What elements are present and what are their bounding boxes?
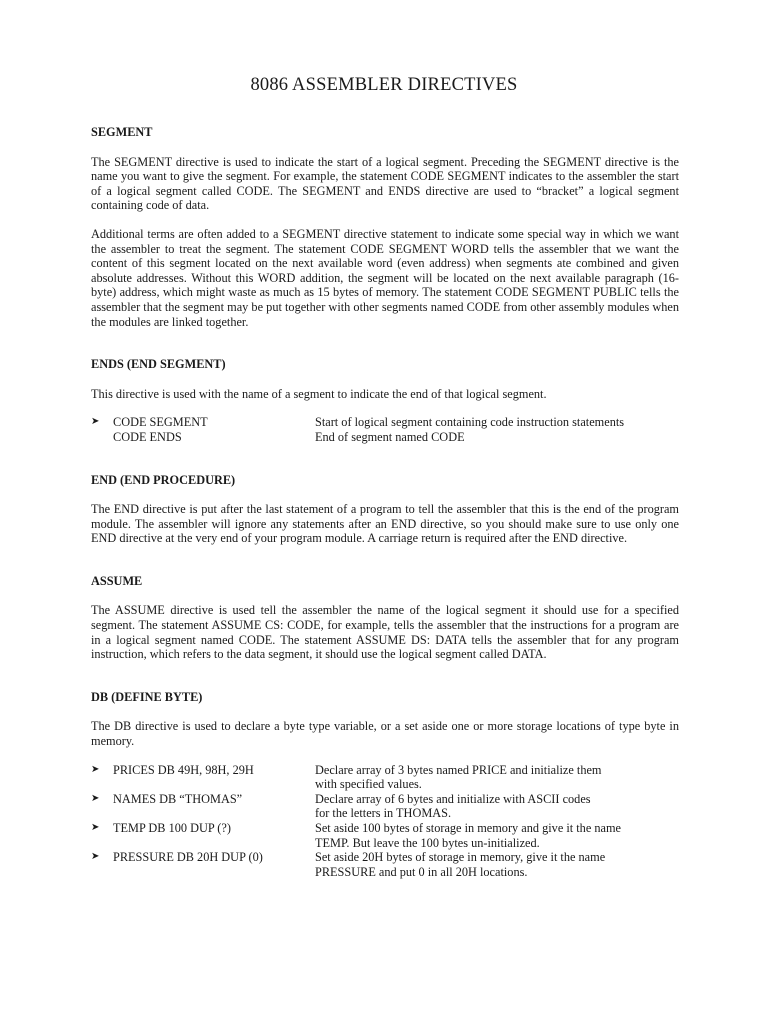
example-description: Start of logical segment containing code instruction statements [315,415,625,430]
heading-end: END (END PROCEDURE) [91,472,236,487]
description-line: for the letters in THOMAS. [315,806,452,821]
page-title: 8086 ASSEMBLER DIRECTIVES [250,75,518,95]
arrowhead-icon: ➤ [91,792,100,804]
example-description [315,850,679,879]
example-code: NAMES DB “THOMAS” [113,791,243,806]
ends-paragraph: This directive is used with the name of a segment to indicate the end of that logical segment. [91,386,547,401]
example-description [315,792,679,821]
example-description [315,763,679,792]
description-line: Declare array of 6 bytes and initialize with ASCII codes [315,791,591,806]
heading-assume: ASSUME [91,573,143,588]
example-code: PRESSURE DB 20H DUP (0) [113,850,263,865]
document-body [91,125,679,893]
segment-paragraph-2: Additional terms are often added to a SEGMENT directive statement to indicate some special way in which we want the assembler to treat the segment. The statement CODE SEGMENT WORD tells the assembler that we want the content of this segment located on the next available word (even address) when segments ate combined and given absolute addresses. Without this WORD addition, the segment will be located on the next available paragraph (16-byte) address, which might waste as much as 15 bytes of memory. The statement CODE SEGMENT PUBLIC tells the assembler that the segment may be put together with other segments named CODE from other assembly modules when the modules are linked together. [91,226,679,329]
db-example-list [91,763,679,880]
example-description [315,821,679,850]
description-line: TEMP. But leave the 100 bytes un-initialized. [315,835,540,850]
description-line: with specified values. [315,777,422,792]
assume-paragraph: The ASSUME directive is used tell the assembler the name of the logical segment it should use for a specified segment. The statement ASSUME CS: CODE, for example, tells the assembler that the instructions for a program are in a logical segment named CODE. The statement ASSUME DS: DATA tells the assembler that for any program instruction, which refers to the data segment, it should use the logical segment called DATA. [91,603,679,662]
list-item [91,821,679,850]
description-line: Declare array of 3 bytes named PRICE and initialize them [315,762,602,777]
list-item [91,763,679,792]
bullet-spacer [91,430,113,445]
description-line: Set aside 100 bytes of storage in memory and give it the name [315,821,621,835]
heading-ends: ENDS (END SEGMENT) [91,357,226,372]
list-item [91,792,679,821]
heading-segment: SEGMENT [91,125,153,139]
arrowhead-icon: ➤ [91,416,100,428]
example-code: CODE SEGMENT [113,415,208,430]
list-item [91,430,679,445]
list-item [91,850,679,879]
arrowhead-icon: ➤ [91,851,100,863]
example-code: TEMP DB 100 DUP (?) [113,821,231,835]
example-description: End of segment named CODE [315,429,465,444]
example-code: CODE ENDS [113,429,182,444]
description-line: PRESSURE and put 0 in all 20H locations. [315,864,528,879]
ends-example-list [91,415,679,444]
arrowhead-icon: ➤ [91,763,100,775]
end-paragraph: The END directive is put after the last statement of a program to tell the assembler that this is the end of the program module. The assembler will ignore any statements after an END directive, so you should make sure to use only one END directive at the very end of your program module. A carriage return is required after the END directive. [91,502,679,546]
segment-paragraph-1: The SEGMENT directive is used to indicate the start of a logical segment. Preceding the SEGMENT directive is the name you want to give the segment. For example, the statement CODE SEGMENT indicates to the assembler the start of a logical segment called CODE. The SEGMENT and ENDS directive are used to “bracket” a logical segment containing code of data. [91,154,679,213]
example-code: PRICES DB 49H, 98H, 29H [113,762,254,777]
list-item [91,415,679,430]
description-line: Set aside 20H bytes of storage in memory, give it the name [315,850,606,865]
db-paragraph: The DB directive is used to declare a byte type variable, or a set aside one or more storage locations of type byte in memory. [91,719,679,749]
heading-db: DB (DEFINE BYTE) [91,689,203,704]
arrowhead-icon: ➤ [91,822,100,833]
